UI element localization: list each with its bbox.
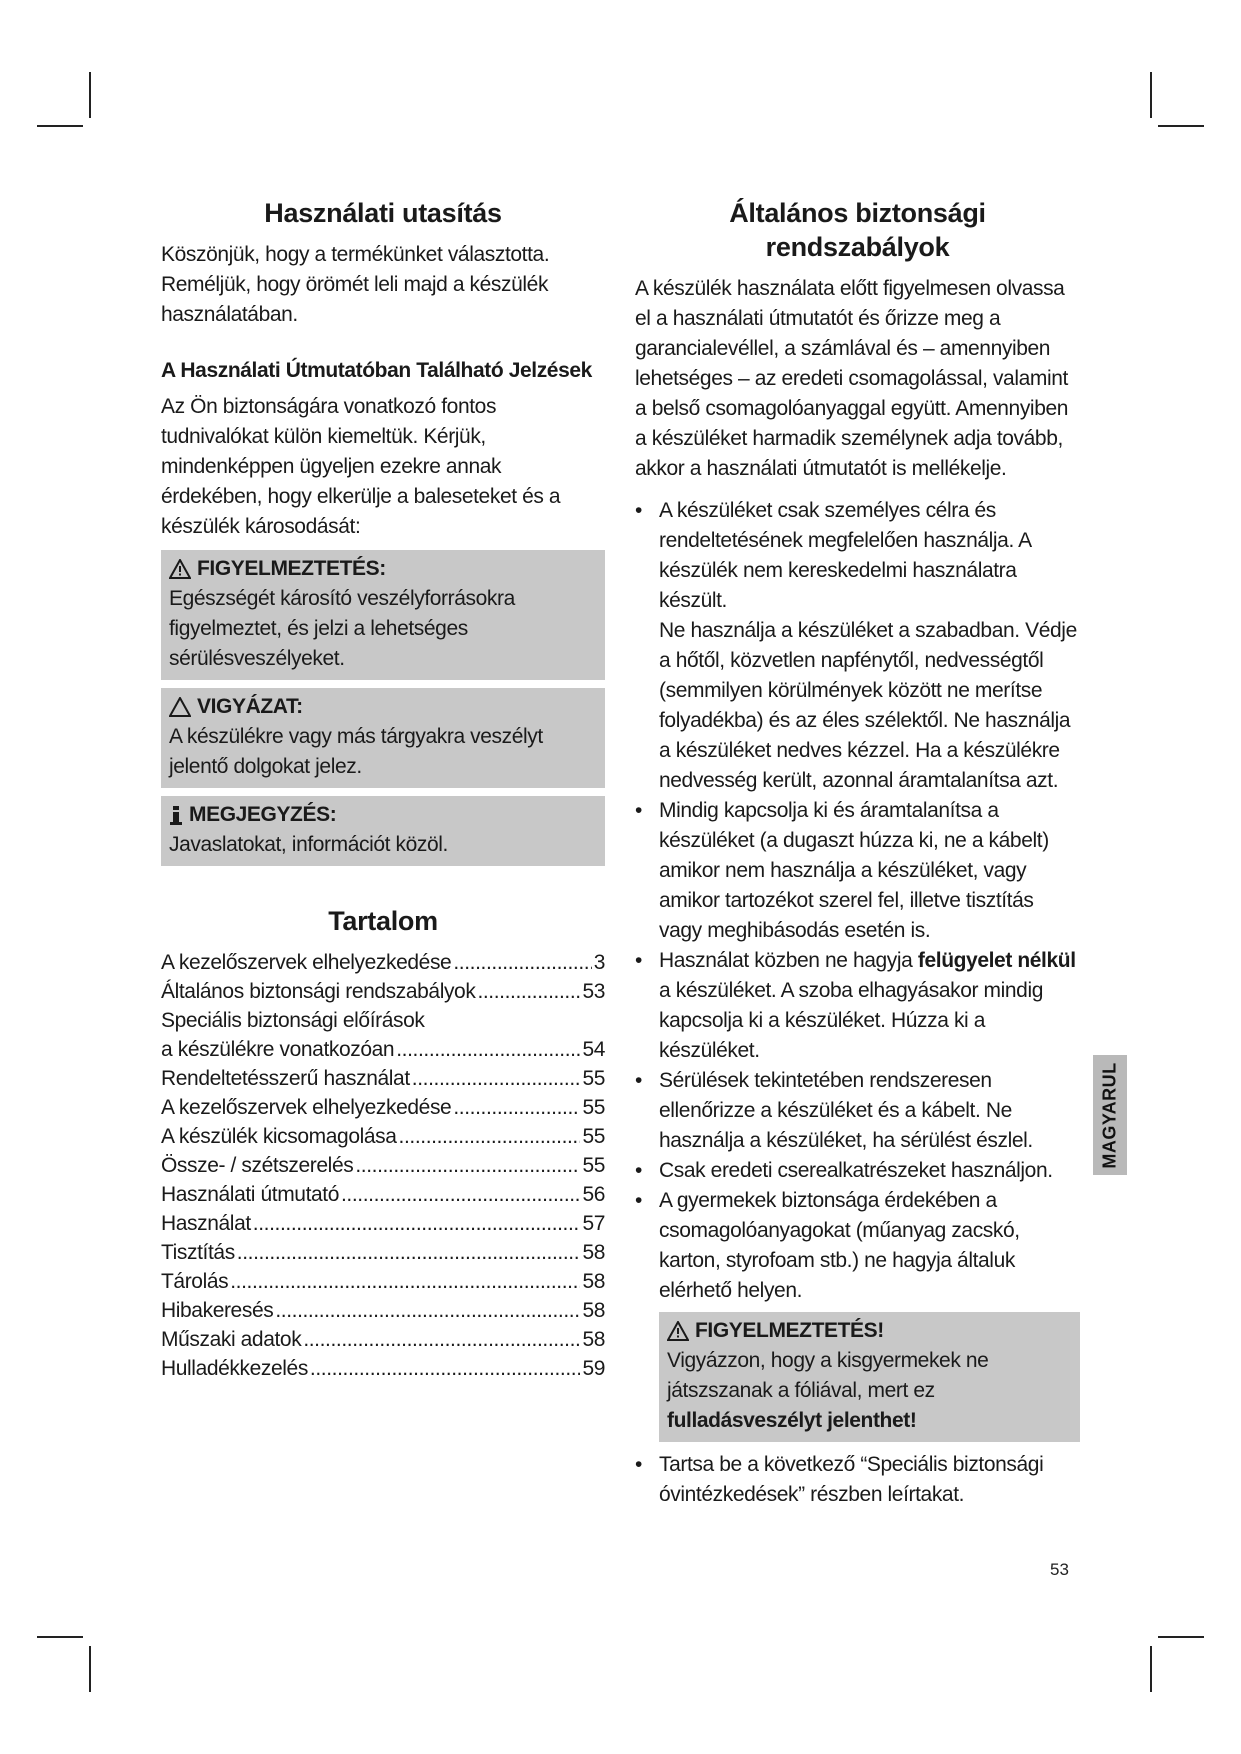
warning-label: FIGYELMEZTETÉS: <box>197 557 386 580</box>
left-column <box>161 196 605 1383</box>
warning-box <box>161 550 605 680</box>
safety-intro: A készülék használata előtt figyelmesen olvassa el a használati útmutatót és őrizze meg a garancialevéllel, a számlával és – amennyiben lehetséges – az eredeti csomagolással, valamint a belső csomagolóanyaggal együtt. Amennyiben a készüléket harmadik személynek adja tovább, akkor a használati útmutatót is mellékelje. <box>635 277 1069 480</box>
toc-entry[interactable]: Rendeltetésszerű használat ..... 55 <box>161 1064 605 1093</box>
toc-entry[interactable]: A készülék kicsomagolása ..... 55 <box>161 1122 605 1151</box>
toc-entry[interactable]: Általános biztonsági rendszabályok ..... 53 <box>161 977 605 1006</box>
toc-entry[interactable]: a készülékre vonatkozóan ..... 54 <box>161 1035 605 1064</box>
list-item: • Tartsa be a következő “Speciális biztonsági óvintézkedések” részben leírtakat. <box>635 1450 1080 1510</box>
safety-list-end <box>635 1450 1080 1510</box>
crop-mark <box>1158 125 1204 127</box>
child-warning-box <box>659 1312 1080 1442</box>
child-warning-text: Vigyázzon, hogy a kisgyermekek ne játszszanak a fóliával, mert ez fulladásveszélyt jelenthet! <box>667 1349 989 1432</box>
toc-entry[interactable]: Speciális biztonsági előírások <box>161 1009 425 1032</box>
note-label: MEGJEGYZÉS: <box>189 803 337 826</box>
right-column <box>635 196 1080 1510</box>
signs-text: Az Ön biztonságára vonatkozó fontos tudnivalókat külön kiemeltük. Kérjük, mindenképpen ügyeljen ezekre annak érdekében, hogy elkerülje a baleseteket és a készülék károsodását: <box>161 395 561 538</box>
crop-mark <box>1158 1636 1204 1638</box>
crop-mark <box>1150 1646 1152 1692</box>
page-number: 53 <box>1050 1560 1069 1579</box>
list-item: • Sérülések tekintetében rendszeresen ellenőrizze a készüléket és a kábelt. Ne használja a készüléket, ha sérülést észlel. <box>635 1066 1080 1156</box>
list-item: • Mindig kapcsolja ki és áramtalanítsa a készüléket (a dugaszt húzza ki, ne a kábelt) amikor nem használja a készüléket, vagy amikor tartozékot szerel fel, illetve tisztítás vagy meghibásodás esetén is. <box>635 796 1080 946</box>
toc-entry[interactable]: Hibakeresés ..... 58 <box>161 1296 605 1325</box>
list-item: • A gyermekek biztonsága érdekében a csomagolóanyagokat (műanyag zacskó, karton, styrofoam stb.) ne hagyja általuk elérhető helyen. <box>635 1186 1080 1306</box>
toc-entry[interactable]: Tárolás ..... 58 <box>161 1267 605 1296</box>
toc-entry[interactable]: A kezelőszervek elhelyezkedése ..... 55 <box>161 1093 605 1122</box>
warning-triangle-icon <box>667 1321 689 1341</box>
page-title: Használati utasítás <box>264 198 502 228</box>
toc-entry[interactable]: Műszaki adatok ..... 58 <box>161 1325 605 1354</box>
crop-mark <box>89 1646 91 1692</box>
intro-text: Köszönjük, hogy a termékünket választotta. Reméljük, hogy örömét leli majd a készülék használatában. <box>161 243 550 326</box>
child-warning-label: FIGYELMEZTETÉS! <box>695 1319 884 1342</box>
info-icon <box>169 804 183 826</box>
caution-label: VIGYÁZAT: <box>197 695 303 718</box>
note-text: Javaslatokat, információt közöl. <box>169 833 448 856</box>
language-tab-label: MAGYARUL <box>1099 1061 1120 1169</box>
caution-text: A készülékre vagy más tárgyakra veszélyt jelentő dolgokat jelez. <box>169 725 543 778</box>
crop-mark <box>89 72 91 118</box>
caution-triangle-icon <box>169 697 191 717</box>
safety-list <box>635 496 1080 1306</box>
toc-entry[interactable]: Hulladékkezelés ..... 59 <box>161 1354 605 1383</box>
signs-heading: A Használati Útmutatóban Található Jelzések <box>161 359 592 382</box>
list-item: • Használat közben ne hagyja felügyelet nélkül a készüléket. A szoba elhagyásakor mindig kapcsolja ki a készüléket. Húzza ki a készüléket. <box>635 946 1080 1066</box>
caution-box <box>161 688 605 788</box>
safety-title: Általános biztonsági rendszabályok <box>729 198 986 262</box>
warning-text: Egészségét károsító veszélyforrásokra figyelmeztet, és jelzi a lehetséges sérülésveszélyeket. <box>169 587 515 670</box>
crop-mark <box>1150 72 1152 118</box>
list-item: • Csak eredeti cserealkatrészeket használjon. <box>635 1156 1080 1186</box>
crop-mark <box>37 125 83 127</box>
toc-title: Tartalom <box>328 906 438 936</box>
toc-entry[interactable]: Használat ..... 57 <box>161 1209 605 1238</box>
toc-entry[interactable]: A kezelőszervek elhelyezkedése ..... 3 <box>161 948 605 977</box>
warning-triangle-icon <box>169 559 191 579</box>
toc-entry[interactable]: Össze- / szétszerelés ..... 55 <box>161 1151 605 1180</box>
toc-entry[interactable]: Használati útmutató ..... 56 <box>161 1180 605 1209</box>
list-item: • A készüléket csak személyes célra és rendeltetésének megfelelően használja. A készülék nem kereskedelmi használatra készült. Ne használja a készüléket a szabadban. Védje a hőtől, közvetlen napfénytől, nedvességtől (semmilyen körülmények között ne merítse folyadékba) és az éles szélektől. Ne használja a készüléket nedves kézzel. Ha a készülékre nedvesség került, azonnal áramtalanítsa azt. <box>635 496 1080 796</box>
crop-mark <box>37 1636 83 1638</box>
note-box <box>161 796 605 866</box>
table-of-contents <box>161 948 605 1383</box>
toc-entry[interactable]: Tisztítás ..... 58 <box>161 1238 605 1267</box>
language-tab <box>1093 1055 1127 1175</box>
